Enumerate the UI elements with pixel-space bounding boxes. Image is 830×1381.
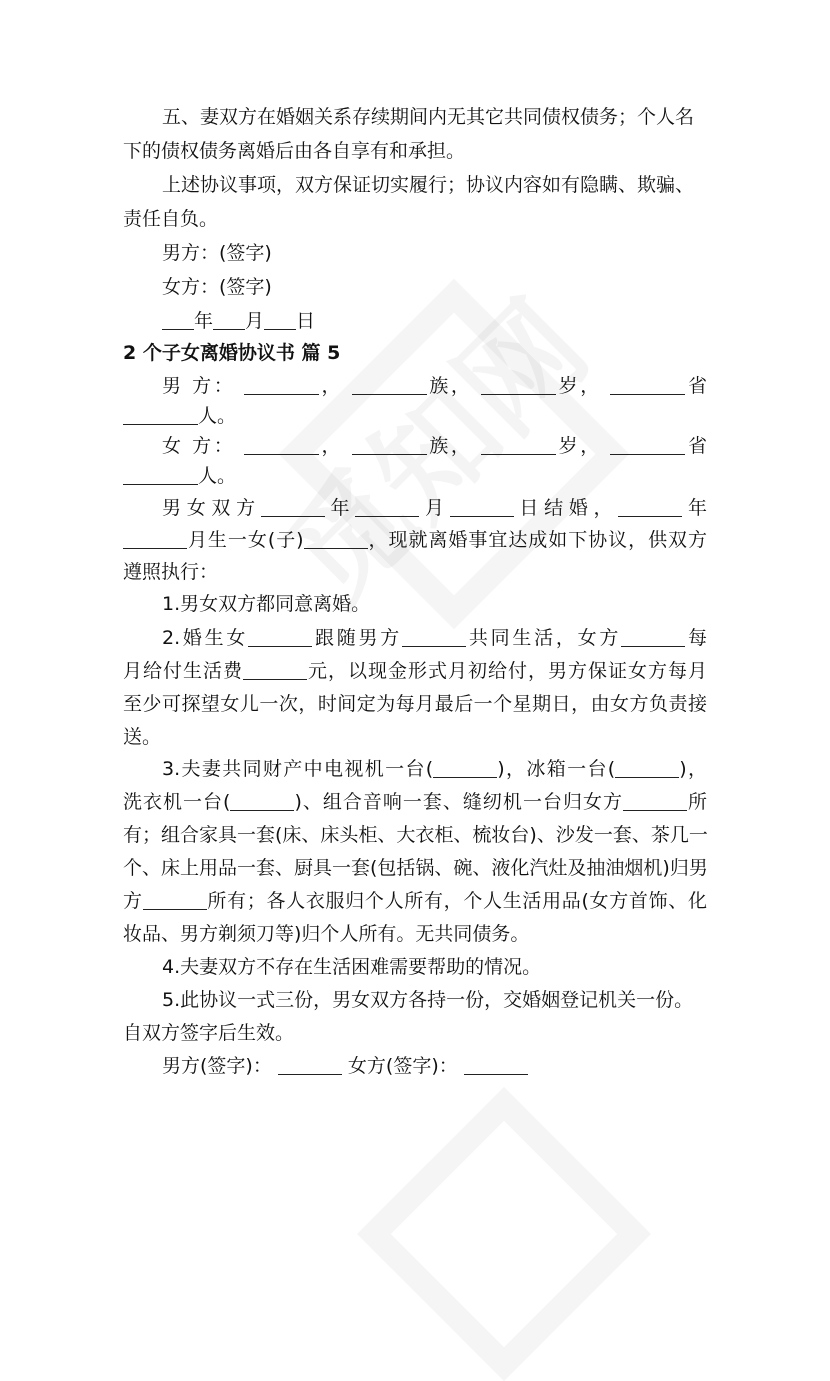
watermark-logo-frame-bottom	[357, 1087, 651, 1381]
final-signature-line: 男方(签字)： 女方(签字)：	[162, 1054, 707, 1078]
marriage-line-3: 遵照执行：	[123, 561, 219, 583]
item-2-line-4: 送。	[123, 726, 162, 748]
blank-field[interactable]	[355, 498, 419, 517]
paragraph-line: 五、妻双方在婚姻关系存续期间内无其它共同债权债务；个人名	[162, 106, 695, 128]
blank-field[interactable]	[615, 759, 679, 778]
paragraph-line: 上述协议事项，双方保证切实履行；协议内容如有隐瞒、欺骗、	[162, 174, 695, 196]
item-3-line-2: 洗衣机一台( )、组合音响一套、缝纫机一台归女方 所	[123, 791, 707, 813]
blank-field[interactable]	[450, 498, 514, 517]
blank-field[interactable]	[610, 436, 685, 455]
blank-field[interactable]	[123, 466, 198, 485]
blank-field[interactable]	[352, 436, 427, 455]
item-4: 4.夫妻双方不存在生活困难需要帮助的情况。	[162, 956, 542, 978]
blank-field[interactable]	[243, 661, 307, 680]
blank-field[interactable]	[261, 498, 325, 517]
item-3-line-6: 妆品、男方剃须刀等)归个人所有。无共同债务。	[123, 923, 530, 945]
blank-field[interactable]	[123, 406, 198, 425]
item-3-line-4: 个、床上用品一套、厨具一套(包括锅、碗、液化汽灶及抽油烟机)归男	[123, 857, 708, 879]
item-3-line-3: 有；组合家具一套(床、床头柜、大衣柜、梳妆台)、沙发一套、茶几一	[123, 824, 708, 846]
item-5-line-1: 5.此协议一式三份，男女双方各持一份，交婚姻登记机关一份。	[162, 989, 694, 1011]
blank-field[interactable]	[304, 530, 368, 549]
female-info-line: 女 方： ， 族， 岁， 省	[162, 435, 707, 457]
blank-field[interactable]	[244, 376, 319, 395]
item-3-line-5: 方 所有；各人衣服归个人所有，个人生活用品(女方首饰、化	[123, 890, 707, 912]
blank-field[interactable]	[248, 628, 312, 647]
blank-field[interactable]	[481, 376, 556, 395]
paragraph-line: 下的债权债务离婚后由各自享有和承担。	[123, 140, 466, 162]
female-info-line-2: 人。	[123, 464, 707, 488]
blank-field[interactable]	[162, 311, 194, 330]
item-2-line-1: 2.婚生女 跟随男方 共同生活，女方 每	[162, 627, 707, 649]
blank-field[interactable]	[352, 376, 427, 395]
male-signature-field[interactable]	[278, 1056, 342, 1075]
item-1: 1.男女双方都同意离婚。	[162, 593, 371, 615]
item-3-line-1: 3.夫妻共同财产中电视机一台( )，冰箱一台( )，	[162, 758, 708, 780]
male-info-line: 男 方： ， 族， 岁， 省	[162, 375, 707, 397]
male-info-line-2: 人。	[123, 404, 707, 428]
paragraph-line: 责任自负。	[123, 208, 219, 230]
marriage-line-2: 月生一女(子) ，现就离婚事宜达成如下协议，供双方	[123, 528, 707, 552]
signature-male: 男方：(签字)	[162, 242, 272, 264]
blank-field[interactable]	[264, 311, 296, 330]
date-line: 年 月 日	[162, 309, 707, 333]
item-5-line-2: 自双方签字后生效。	[123, 1022, 295, 1044]
item-2-line-3: 至少可探望女儿一次，时间定为每月最后一个星期日，由女方负责接	[123, 693, 707, 715]
blank-field[interactable]	[618, 498, 682, 517]
blank-field[interactable]	[402, 628, 466, 647]
blank-field[interactable]	[123, 530, 187, 549]
blank-field[interactable]	[610, 376, 685, 395]
blank-field[interactable]	[621, 628, 685, 647]
blank-field[interactable]	[623, 792, 687, 811]
blank-field[interactable]	[230, 792, 294, 811]
blank-field[interactable]	[433, 759, 497, 778]
blank-field[interactable]	[244, 436, 319, 455]
marriage-line-1: 男女双方 年 月 日结婚， 年	[162, 497, 707, 519]
section-heading: 2 个子女离婚协议书 篇 5	[123, 342, 341, 364]
blank-field[interactable]	[213, 311, 245, 330]
signature-female: 女方：(签字)	[162, 276, 272, 298]
blank-field[interactable]	[143, 891, 207, 910]
item-2-line-2: 月给付生活费 元，以现金形式月初给付，男方保证女方每月	[123, 660, 707, 682]
blank-field[interactable]	[481, 436, 556, 455]
female-signature-field[interactable]	[464, 1056, 528, 1075]
